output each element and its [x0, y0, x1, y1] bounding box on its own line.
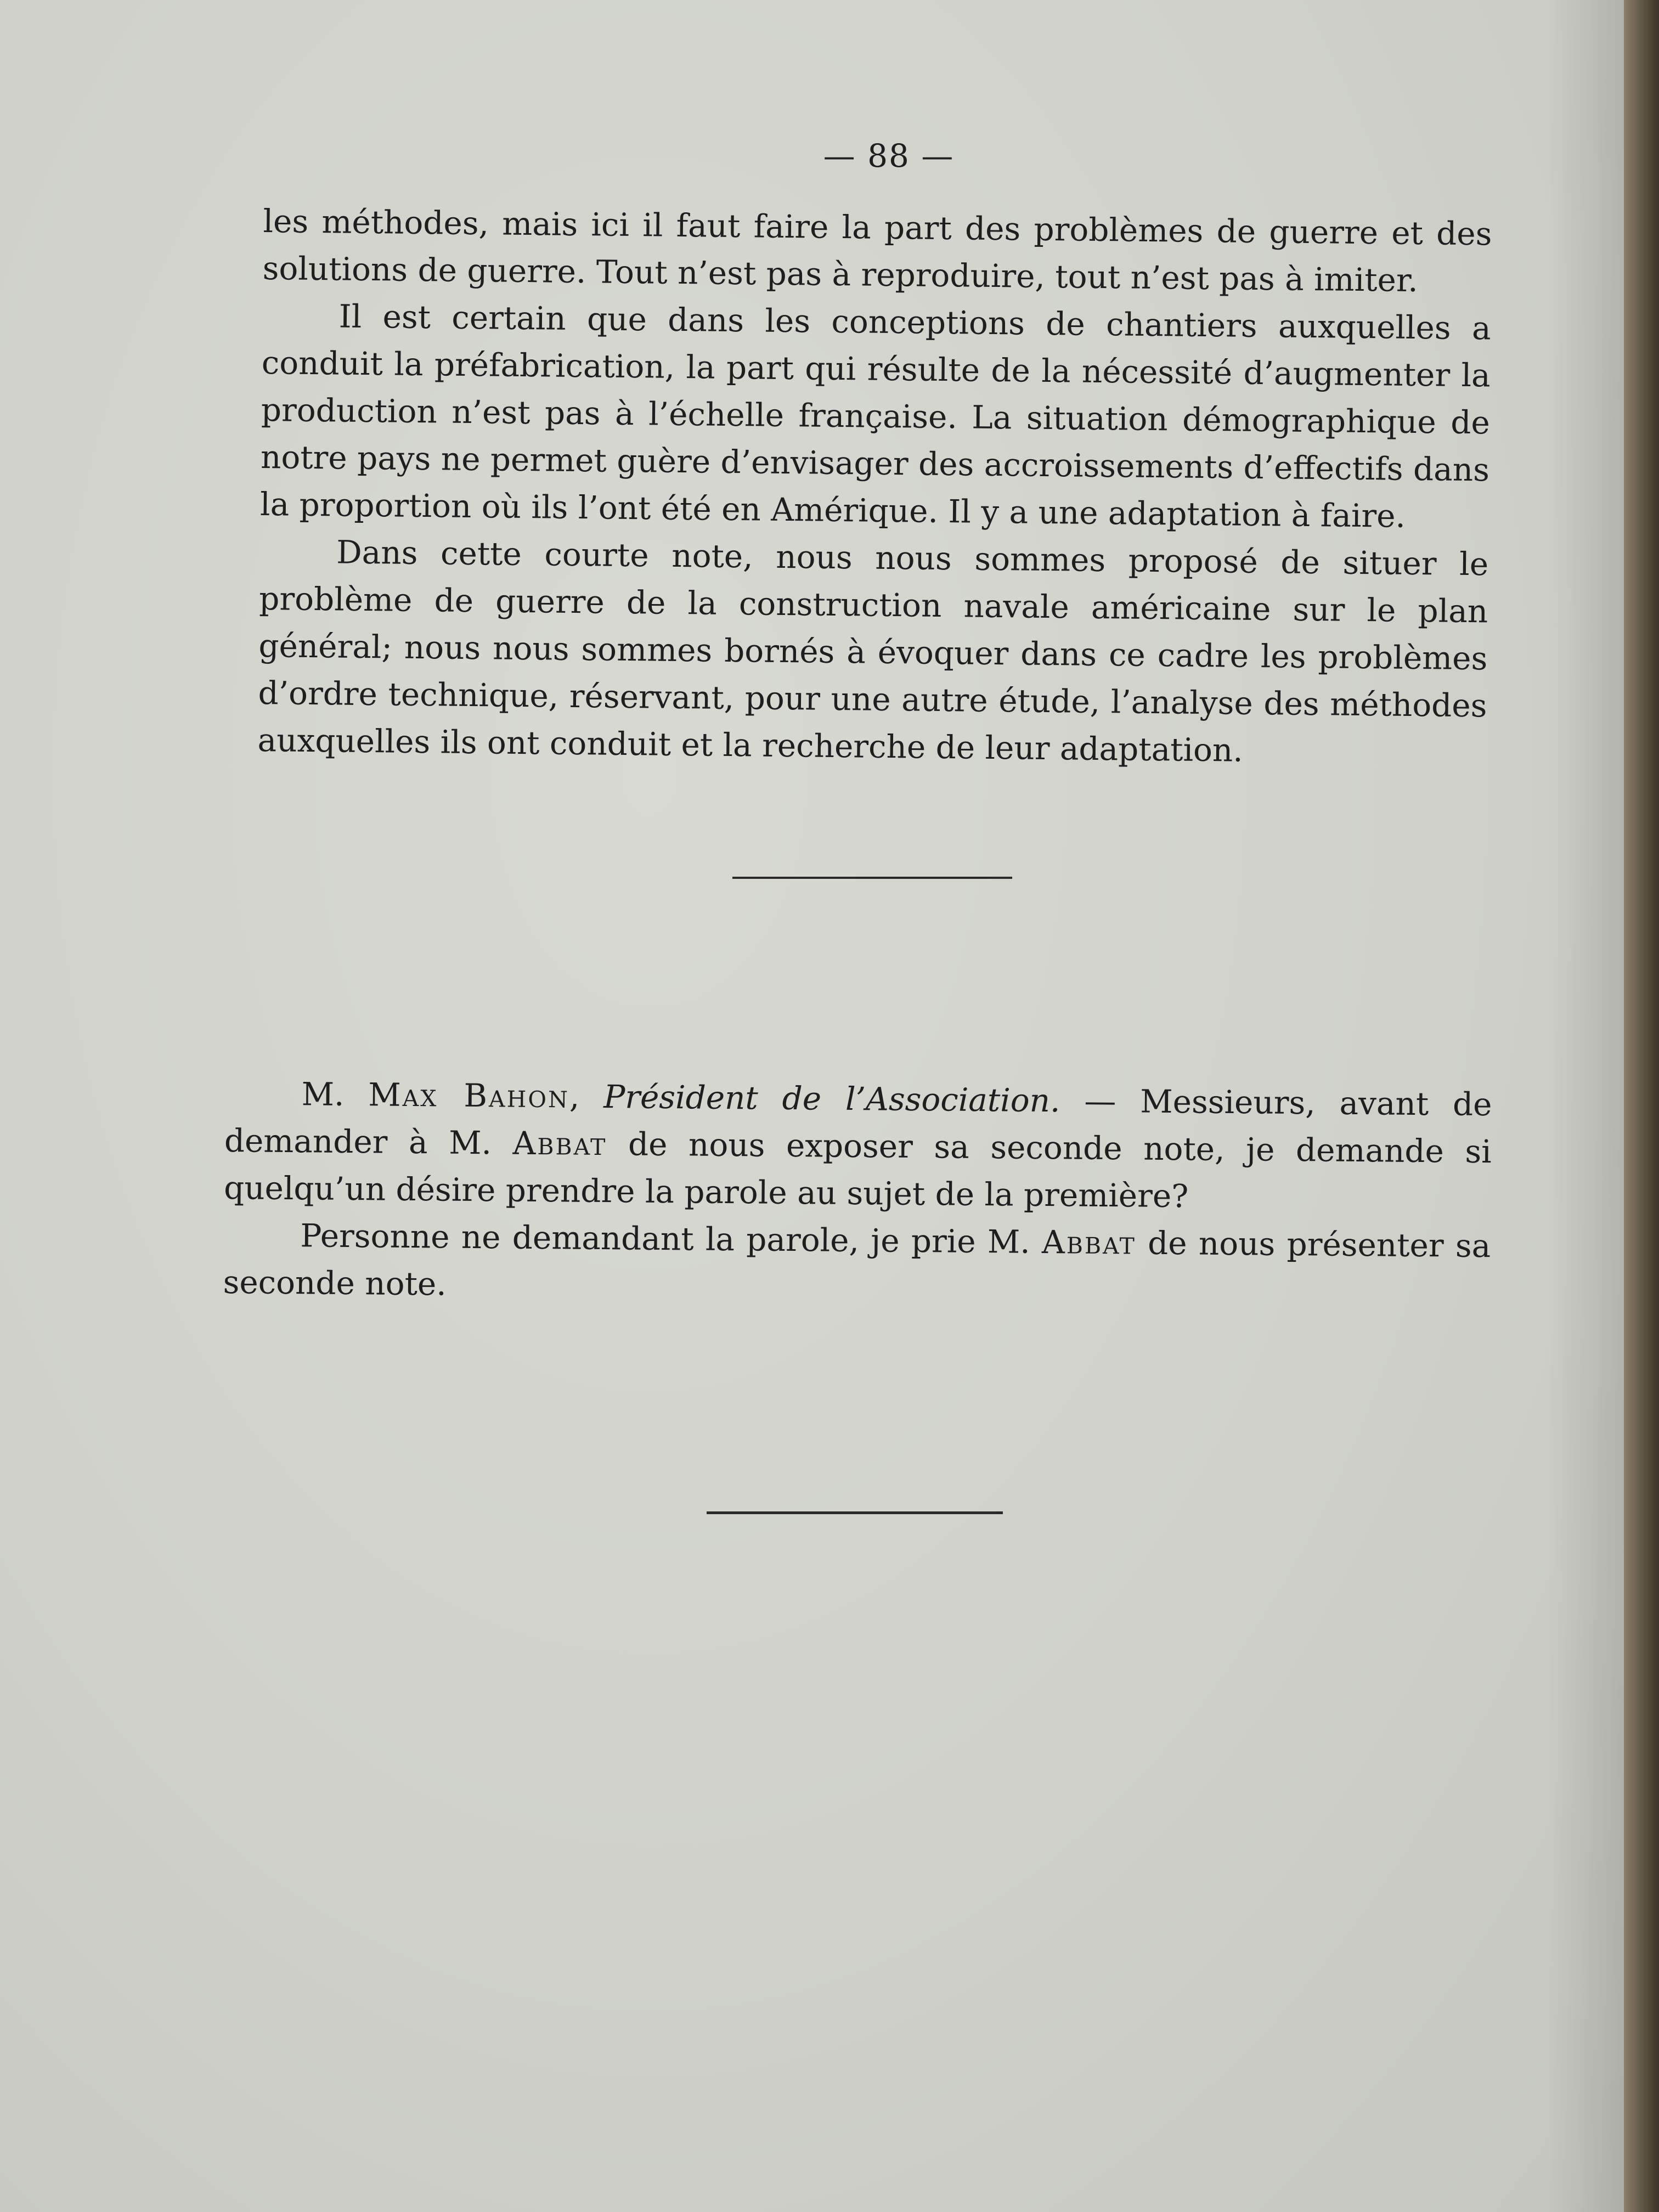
name-abbat: Abbat [1041, 1223, 1137, 1262]
followup-text-part-1: Personne ne demandant la parole, je prie M. [300, 1217, 1042, 1261]
speech-text-part-2: de nous exposer sa seconde note, je demande si quelqu’un désire prendre la parole au sujet de la première? [223, 1125, 1492, 1215]
binding-shadow [1547, 0, 1624, 2212]
discussion-text-block [223, 1070, 1492, 1317]
speaker-title: Président de l’Association. [603, 1078, 1060, 1120]
president-speech: M. Max Bahon, Président de l’Association. — Messieurs, avant de demander à M. Abbat de nous exposer sa seconde note, je demande si quelqu’un désire prendre la parole au sujet de la première? [223, 1075, 1492, 1215]
paragraph-prefabrication: Il est certain que dans les conceptions de chantiers auxquelles a conduit la préfabrication, la part qui résulte de la nécessité d’augmenter la production n’est pas à l’échelle française. La situation démographique de notre pays ne permet guère d’envisager des accroissements d’effectifs dans la proportion où ils l’ont été en Amérique. Il y a une adaptation à faire. [259, 297, 1491, 535]
section-divider [732, 877, 1012, 879]
end-divider [707, 1511, 1003, 1514]
president-followup [223, 1211, 1491, 1317]
closing-text-block [257, 198, 1492, 776]
paragraph-continuation: les méthodes, mais ici il faut faire la part des problèmes de guerre et des solutions de guerre. Tout n’est pas à reproduire, tout n’est pas à imiter. [262, 202, 1492, 300]
page-number: — 88 — [823, 137, 955, 174]
speaker-name: Max Bahon [368, 1076, 570, 1115]
speech-text-part-1: — Messieurs, avant de demander à M. [224, 1082, 1492, 1162]
book-edge [1624, 0, 1659, 2212]
speaker-prefix: M. [301, 1075, 345, 1113]
name-abbat: Abbat [512, 1124, 607, 1163]
paragraph-conclusion: Dans cette courte note, nous nous sommes proposé de situer le problème de guerre de la construction navale américaine sur le plan général; nous nous sommes bornés à évoquer dans ce cadre les problèmes d’ordre technique, réservant, pour une autre étude, l’analyse des méthodes auxquelles ils ont conduit et la recherche de leur adaptation. [257, 533, 1489, 769]
followup-text-part-2: de nous présenter sa seconde note. [223, 1224, 1491, 1303]
